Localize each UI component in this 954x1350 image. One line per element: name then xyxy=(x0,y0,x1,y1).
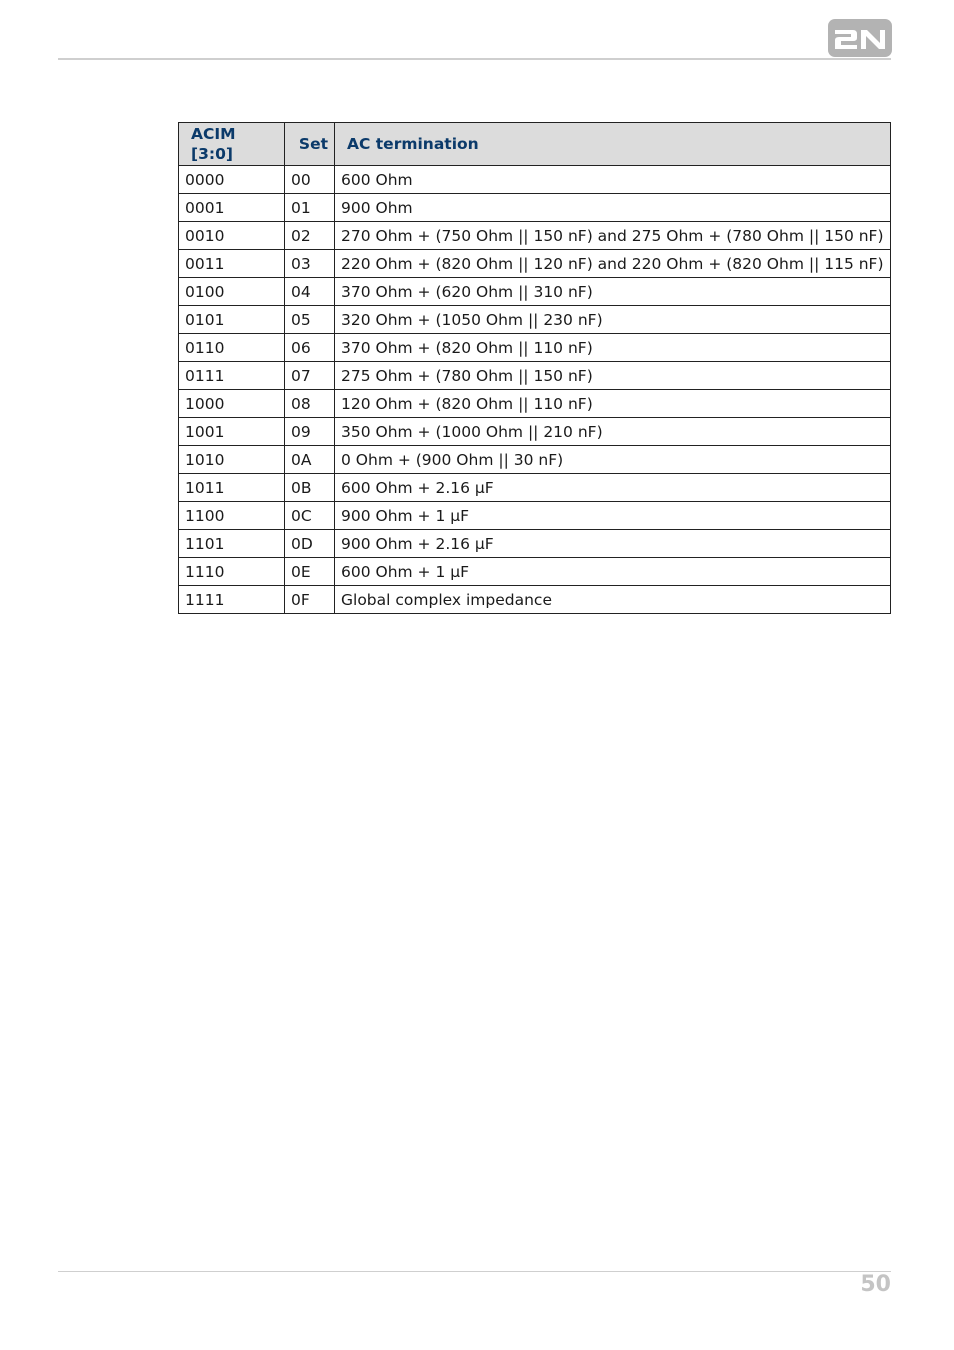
cell-ac-termination: 270 Ohm + (750 Ohm || 150 nF) and 275 Ohm + (780 Ohm || 150 nF) xyxy=(335,222,891,250)
cell-acim-code: 0110 xyxy=(179,334,285,362)
table-row xyxy=(179,362,891,390)
cell-ac-termination: 600 Ohm + 2.16 μF xyxy=(335,474,891,502)
cell-ac-termination: 320 Ohm + (1050 Ohm || 230 nF) xyxy=(335,306,891,334)
cell-ac-termination: 0 Ohm + (900 Ohm || 30 nF) xyxy=(335,446,891,474)
table-row xyxy=(179,194,891,222)
table-row xyxy=(179,222,891,250)
cell-ac-termination: 600 Ohm xyxy=(335,166,891,194)
column-header-acim: ACIM [3:0] xyxy=(179,123,285,166)
cell-ac-termination: 120 Ohm + (820 Ohm || 110 nF) xyxy=(335,390,891,418)
table-header-row xyxy=(179,123,891,166)
cell-acim-code: 0000 xyxy=(179,166,285,194)
cell-set-code: 03 xyxy=(285,250,335,278)
table-row xyxy=(179,558,891,586)
cell-set-code: 02 xyxy=(285,222,335,250)
table-row xyxy=(179,586,891,614)
acim-termination-table xyxy=(178,122,891,614)
footer-divider xyxy=(58,1271,891,1272)
table-row xyxy=(179,166,891,194)
header-divider xyxy=(58,58,891,60)
cell-acim-code: 0011 xyxy=(179,250,285,278)
cell-acim-code: 1001 xyxy=(179,418,285,446)
table-row xyxy=(179,446,891,474)
cell-acim-code: 0101 xyxy=(179,306,285,334)
cell-ac-termination: 220 Ohm + (820 Ohm || 120 nF) and 220 Ohm + (820 Ohm || 115 nF) xyxy=(335,250,891,278)
cell-set-code: 0E xyxy=(285,558,335,586)
table-row xyxy=(179,334,891,362)
cell-set-code: 04 xyxy=(285,278,335,306)
table-row xyxy=(179,530,891,558)
table-row xyxy=(179,390,891,418)
cell-ac-termination: Global complex impedance xyxy=(335,586,891,614)
cell-ac-termination: 350 Ohm + (1000 Ohm || 210 nF) xyxy=(335,418,891,446)
cell-acim-code: 1010 xyxy=(179,446,285,474)
page-number: 50 xyxy=(860,1272,891,1297)
cell-set-code: 08 xyxy=(285,390,335,418)
cell-set-code: 01 xyxy=(285,194,335,222)
cell-set-code: 0D xyxy=(285,530,335,558)
table-row xyxy=(179,278,891,306)
cell-acim-code: 1100 xyxy=(179,502,285,530)
column-header-set: Set xyxy=(285,123,335,166)
table-row xyxy=(179,474,891,502)
cell-acim-code: 1101 xyxy=(179,530,285,558)
table-row xyxy=(179,502,891,530)
cell-ac-termination: 275 Ohm + (780 Ohm || 150 nF) xyxy=(335,362,891,390)
table-row xyxy=(179,418,891,446)
table-row xyxy=(179,306,891,334)
cell-set-code: 09 xyxy=(285,418,335,446)
cell-set-code: 0C xyxy=(285,502,335,530)
cell-acim-code: 0111 xyxy=(179,362,285,390)
table-row xyxy=(179,250,891,278)
cell-set-code: 00 xyxy=(285,166,335,194)
cell-acim-code: 1110 xyxy=(179,558,285,586)
cell-set-code: 0A xyxy=(285,446,335,474)
cell-set-code: 0B xyxy=(285,474,335,502)
cell-acim-code: 1111 xyxy=(179,586,285,614)
cell-ac-termination: 900 Ohm xyxy=(335,194,891,222)
cell-set-code: 06 xyxy=(285,334,335,362)
cell-ac-termination: 370 Ohm + (820 Ohm || 110 nF) xyxy=(335,334,891,362)
cell-acim-code: 1011 xyxy=(179,474,285,502)
cell-acim-code: 1000 xyxy=(179,390,285,418)
cell-acim-code: 0001 xyxy=(179,194,285,222)
cell-set-code: 07 xyxy=(285,362,335,390)
column-header-ac-termination: AC termination xyxy=(335,123,891,166)
cell-set-code: 0F xyxy=(285,586,335,614)
cell-ac-termination: 900 Ohm + 1 μF xyxy=(335,502,891,530)
cell-set-code: 05 xyxy=(285,306,335,334)
cell-ac-termination: 370 Ohm + (620 Ohm || 310 nF) xyxy=(335,278,891,306)
cell-ac-termination: 600 Ohm + 1 μF xyxy=(335,558,891,586)
2n-logo-icon xyxy=(828,19,892,57)
cell-acim-code: 0010 xyxy=(179,222,285,250)
cell-acim-code: 0100 xyxy=(179,278,285,306)
cell-ac-termination: 900 Ohm + 2.16 μF xyxy=(335,530,891,558)
